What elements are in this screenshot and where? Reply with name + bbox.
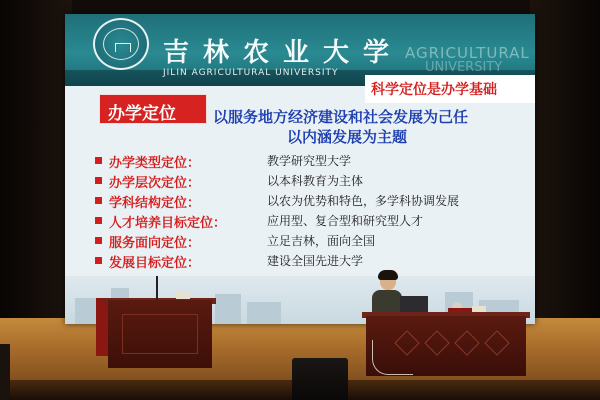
motto-line2: 以内涵发展为主题: [287, 128, 408, 146]
bullet-square-icon: [95, 197, 102, 204]
name-card-left: [176, 292, 190, 299]
bullet-square-icon: [95, 177, 102, 184]
curtain-right: [530, 0, 600, 330]
skyline-building: [215, 294, 241, 324]
row-value: 以本科教育为主体: [267, 174, 364, 188]
list-item: [95, 172, 535, 192]
list-item: [95, 252, 535, 272]
row-label: 发展目标定位：: [109, 256, 201, 271]
laptop-icon: [400, 296, 428, 312]
row-value: 以农为优势和特色，多学科协调发展: [267, 194, 460, 208]
bullet-square-icon: [95, 157, 102, 164]
university-name-en: JILIN AGRICULTURAL UNIVERSITY: [163, 68, 339, 78]
speaker-hair: [378, 270, 398, 280]
row-value: 应用型、复合型和研究型人才: [267, 214, 424, 228]
projection-screen: [65, 14, 535, 324]
seal-inner-ring: [103, 28, 139, 60]
tagline: 科学定位是办学基础: [371, 82, 497, 98]
skyline-building: [247, 302, 281, 324]
list-item: [95, 152, 535, 172]
watermark-line1: AGRICULTURAL: [405, 44, 530, 62]
stage-monitor-speaker: [292, 358, 348, 400]
row-label: 服务面向定位：: [109, 236, 201, 251]
bullet-square-icon: [95, 237, 102, 244]
list-item: [95, 192, 535, 212]
list-item: [95, 212, 535, 232]
university-seal-icon: [93, 18, 149, 70]
row-label: 办学层次定位：: [109, 176, 201, 191]
tagline-box: [365, 75, 535, 103]
motto-line1: 以服务地方经济建设和社会发展为己任: [213, 108, 469, 126]
bullet-square-icon: [95, 257, 102, 264]
lectern-left-panel: [122, 314, 198, 354]
row-value: 教学研究型大学: [267, 154, 352, 168]
university-name-cn: 吉林农业大学: [163, 38, 404, 68]
row-label: 学科结构定位：: [109, 196, 201, 211]
foreground-post: [0, 344, 10, 400]
row-value: 立足吉林，面向全国: [267, 234, 376, 248]
curtain-left: [0, 0, 72, 330]
row-label: 办学类型定位：: [109, 156, 201, 171]
row-value: 建设全国先进大学: [267, 254, 364, 268]
section-title: 办学定位: [108, 104, 176, 124]
seal-building: [115, 43, 131, 52]
list-item: [95, 232, 535, 252]
microphone-icon: [156, 276, 158, 300]
section-title-box: [99, 94, 207, 124]
bullet-square-icon: [95, 217, 102, 224]
microphone-cable: [372, 340, 413, 375]
row-label: 人才培养目标定位：: [109, 216, 227, 231]
watermark-line2: UNIVERSITY: [425, 60, 503, 75]
